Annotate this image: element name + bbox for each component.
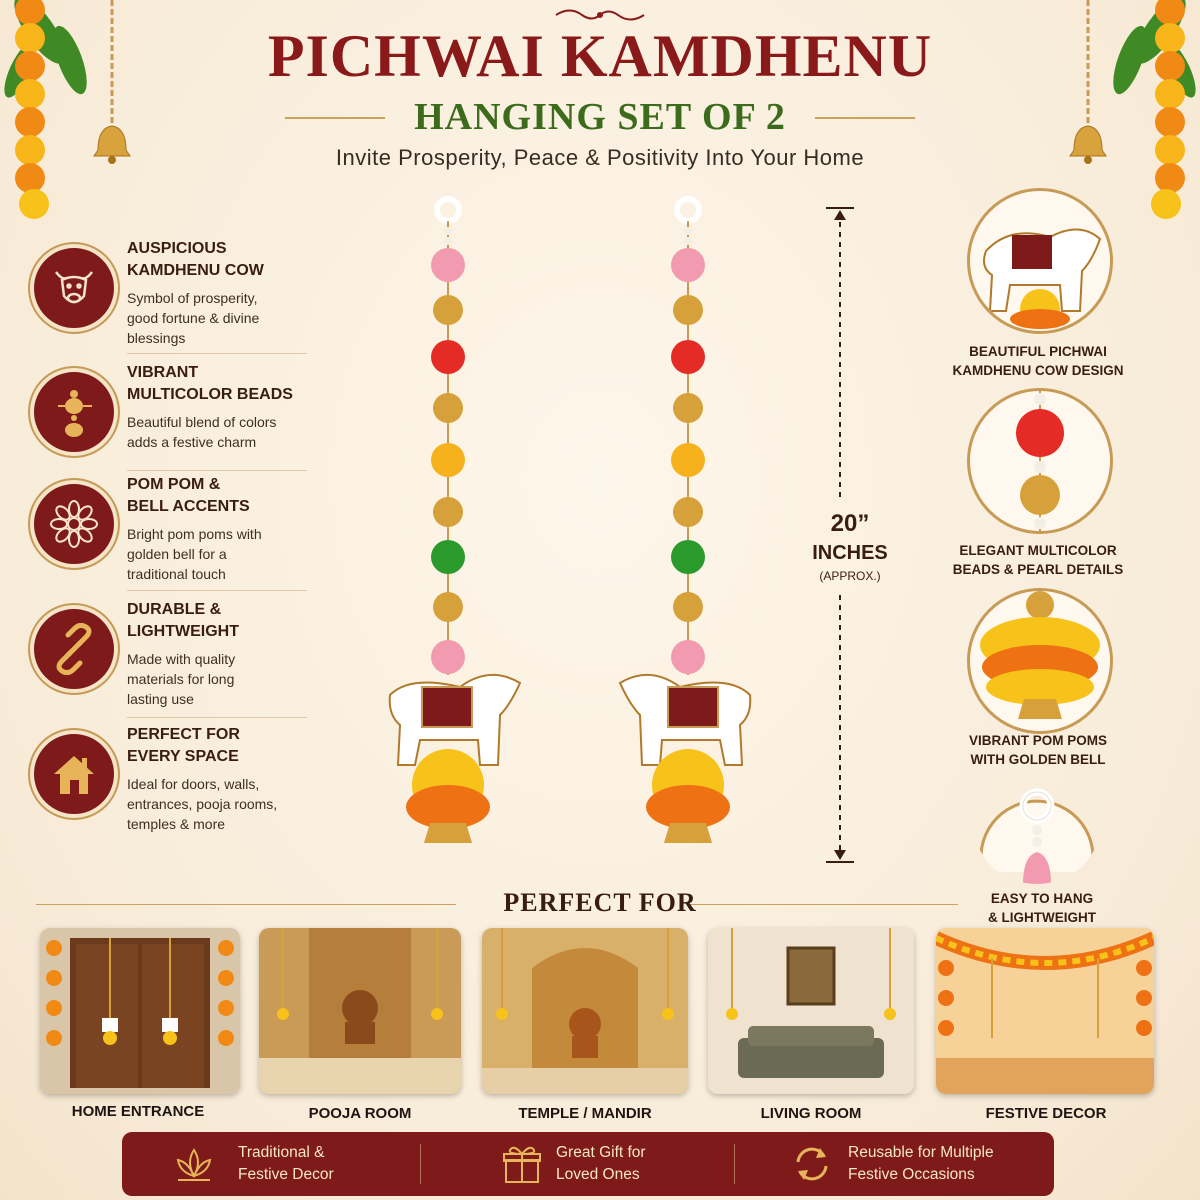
- feature-title: DURABLE & LIGHTWEIGHT: [127, 601, 239, 640]
- feature-multicolor-beads: [30, 362, 330, 472]
- feature-description: Made with quality materials for long lasting use: [127, 651, 236, 707]
- feature-auspicious-cow: [30, 238, 330, 348]
- feature-badge: [30, 730, 118, 818]
- place-card-pooja-room: [259, 928, 461, 1094]
- feature-badge: [30, 244, 118, 332]
- page-title: PICHWAI KAMDHENU: [267, 23, 933, 89]
- detail-pom-pom-image: [967, 588, 1113, 734]
- perfect-for-title: PERFECT FOR: [503, 888, 697, 917]
- feature-description: Symbol of prosperity, good fortune & divine blessings: [127, 290, 260, 346]
- feature-title: PERFECT FOR EVERY SPACE: [127, 726, 240, 765]
- benefit-reusable: [790, 1132, 1050, 1196]
- feature-divider: [127, 590, 307, 591]
- place-label-living-room: LIVING ROOM: [760, 1105, 862, 1122]
- feature-badge: [30, 368, 118, 456]
- dimension-note: (APPROX.): [819, 569, 881, 583]
- dimension-unit: INCHES: [812, 542, 888, 564]
- benefit-traditional: [172, 1132, 432, 1196]
- feature-title: POM POM & BELL ACCENTS: [127, 476, 250, 515]
- benefit-divider: [420, 1144, 421, 1184]
- feature-badge: [30, 605, 118, 693]
- detail-beads-label: ELEGANT MULTICOLOR BEADS & PEARL DETAILS: [952, 543, 1124, 577]
- feature-durable-lightweight: [30, 599, 330, 709]
- feature-every-space: [30, 724, 330, 834]
- place-card-temple-mandir: [482, 928, 688, 1094]
- cow-icon: [48, 262, 100, 314]
- dimension-value: 20”: [830, 510, 870, 537]
- benefit-divider: [734, 1144, 735, 1184]
- gift-icon: [500, 1142, 544, 1186]
- place-card-home-entrance: [40, 928, 240, 1094]
- flower-icon: [48, 498, 100, 550]
- page-subtitle: HANGING SET OF 2: [414, 96, 786, 138]
- detail-cow-design-label: BEAUTIFUL PICHWAI KAMDHENU COW DESIGN: [952, 344, 1124, 378]
- feature-divider: [127, 470, 307, 471]
- feature-divider: [127, 717, 307, 718]
- benefit-traditional-text: Traditional & Festive Decor: [238, 1144, 334, 1183]
- feature-badge: [30, 480, 118, 568]
- lotus-icon: [172, 1142, 216, 1186]
- feature-description: Beautiful blend of colors adds a festive charm: [127, 414, 277, 450]
- page-tagline: Invite Prosperity, Peace & Positivity Into Your Home: [335, 145, 865, 170]
- benefit-gift: [500, 1132, 740, 1196]
- feature-title: AUSPICIOUS KAMDHENU COW: [127, 240, 264, 279]
- feature-description: Bright pom poms with golden bell for a traditional touch: [127, 526, 262, 582]
- benefits-bar: [122, 1132, 1054, 1196]
- feature-divider: [127, 353, 307, 354]
- feature-description: Ideal for doors, walls, entrances, pooja rooms, temples & more: [127, 776, 278, 832]
- detail-easy-hang-image: [975, 772, 1099, 884]
- place-label-pooja-room: POOJA ROOM: [308, 1105, 412, 1122]
- benefit-reusable-text: Reusable for Multiple Festive Occasions: [848, 1144, 994, 1183]
- height-dimension: [800, 200, 900, 870]
- place-card-living-room: [708, 928, 914, 1094]
- feature-pom-pom-bell: [30, 474, 330, 584]
- detail-cow-design-image: [967, 188, 1113, 334]
- place-label-home-entrance: HOME ENTRANCE: [71, 1103, 205, 1120]
- chain-link-icon: [48, 623, 100, 675]
- benefit-gift-text: Great Gift for Loved Ones: [556, 1144, 646, 1183]
- place-card-festive-decor: [936, 928, 1154, 1094]
- detail-beads-image: [967, 388, 1113, 534]
- reuse-icon: [790, 1142, 834, 1186]
- detail-easy-hang-label: EASY TO HANG & LIGHTWEIGHT: [988, 891, 1096, 925]
- kamdhenu-hanging-left: [380, 195, 530, 875]
- place-label-temple-mandir: TEMPLE / MANDIR: [518, 1105, 652, 1122]
- home-icon: [48, 748, 100, 800]
- detail-pom-pom-label: VIBRANT POM POMS WITH GOLDEN BELL: [968, 733, 1107, 767]
- kamdhenu-hanging-right: [610, 195, 760, 875]
- beads-icon: [48, 386, 100, 438]
- place-label-festive-decor: FESTIVE DECOR: [985, 1105, 1107, 1122]
- feature-title: VIBRANT MULTICOLOR BEADS: [127, 364, 293, 403]
